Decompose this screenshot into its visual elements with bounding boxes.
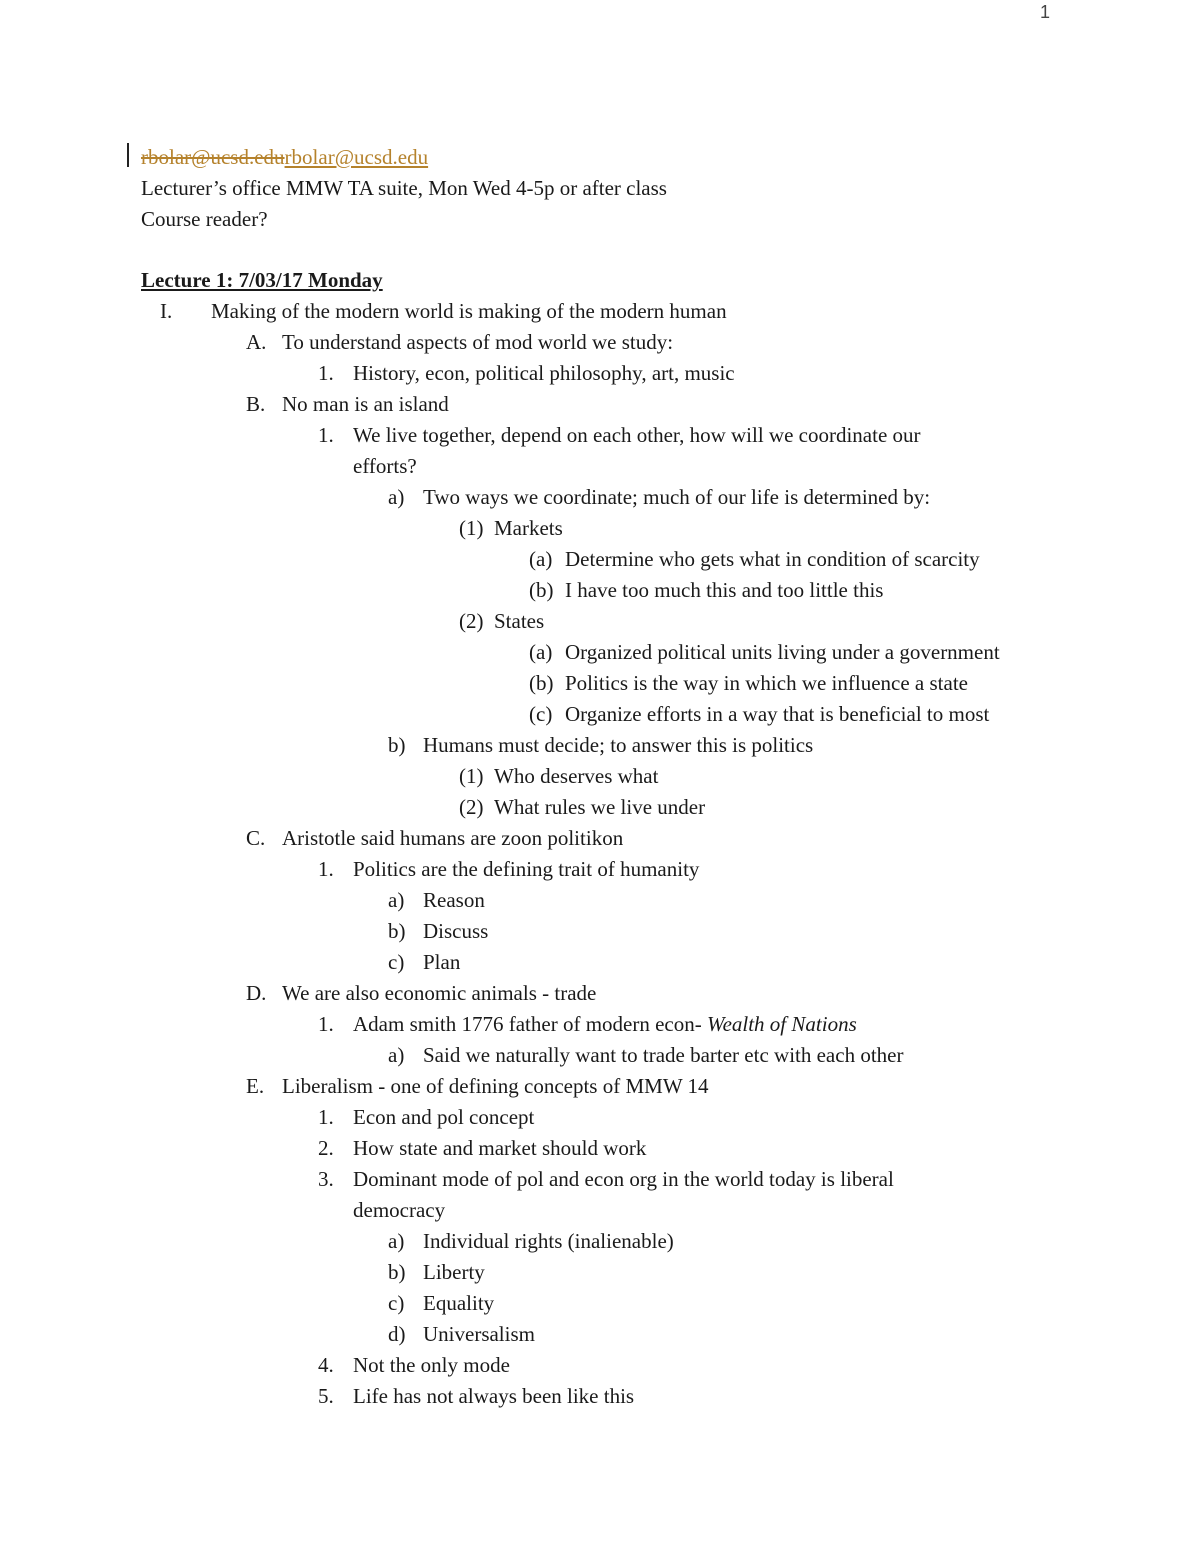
outline-item (0, 420, 1200, 451)
outline-item (0, 823, 1200, 854)
outline-item (0, 1040, 1200, 1071)
outline-item (0, 1381, 1200, 1412)
outline-marker: (1) (459, 516, 484, 540)
outline-item (0, 1319, 1200, 1350)
outline-text: efforts? (353, 454, 417, 478)
outline-marker: (2) (459, 795, 484, 819)
outline-text: Who deserves what (494, 764, 659, 788)
email-deleted[interactable]: rbolar@ucsd.edu (141, 145, 285, 169)
outline-item (0, 854, 1200, 885)
outline-marker: 1. (318, 1012, 334, 1036)
outline-marker: I. (160, 299, 173, 323)
outline-text: What rules we live under (494, 795, 706, 819)
outline-marker: c) (388, 1291, 405, 1315)
outline-marker: E. (246, 1074, 265, 1098)
outline-text: Organize efforts in a way that is beneficial to most (565, 702, 990, 726)
outline-item (0, 916, 1200, 947)
outline-marker: 4. (318, 1353, 334, 1377)
outline-text: Reason (423, 888, 485, 912)
outline-item (0, 947, 1200, 978)
outline-item (0, 668, 1200, 699)
outline-marker: (a) (529, 547, 553, 571)
email-inserted[interactable]: rbolar@ucsd.edu (284, 145, 429, 169)
lecture-outline (0, 265, 1200, 1412)
outline-marker: C. (246, 826, 266, 850)
outline-item (0, 761, 1200, 792)
outline-text: Not the only mode (353, 1353, 510, 1377)
outline-text: Econ and pol concept (353, 1105, 535, 1129)
outline-continuation (0, 1195, 1200, 1226)
outline-item (0, 1164, 1200, 1195)
lecture-title-row (0, 265, 1200, 296)
outline-marker: (c) (529, 702, 553, 726)
outline-marker: 1. (318, 857, 334, 881)
outline-text: We live together, depend on each other, how will we coordinate our (353, 423, 921, 447)
outline-item (0, 606, 1200, 637)
outline-item (0, 1226, 1200, 1257)
outline-marker: A. (246, 330, 267, 354)
outline-item (0, 1288, 1200, 1319)
outline-item (0, 1257, 1200, 1288)
outline-text: Politics is the way in which we influence a state (565, 671, 968, 695)
outline-item (0, 1009, 1200, 1040)
outline-item (0, 513, 1200, 544)
outline-marker: B. (246, 392, 266, 416)
outline-item (0, 544, 1200, 575)
outline-continuation (0, 451, 1200, 482)
outline-marker: a) (388, 485, 405, 509)
outline-text: Liberty (423, 1260, 485, 1284)
outline-text: Equality (423, 1291, 495, 1315)
outline-text: Markets (494, 516, 563, 540)
outline-marker: 1. (318, 1105, 334, 1129)
outline-marker: a) (388, 1229, 405, 1253)
course-reader-line: Course reader? (141, 207, 268, 231)
outline-marker: (2) (459, 609, 484, 633)
outline-item (0, 358, 1200, 389)
outline-text: Dominant mode of pol and econ org in the world today is liberal (353, 1167, 894, 1191)
page-number: 1 (1040, 2, 1051, 22)
outline-text: Life has not always been like this (353, 1384, 635, 1408)
outline-text: Aristotle said humans are zoon politikon (282, 826, 624, 850)
outline-marker: 5. (318, 1384, 334, 1408)
outline-text: Organized political units living under a government (565, 640, 1000, 664)
outline-marker: b) (388, 919, 406, 943)
outline-marker: 1. (318, 361, 334, 385)
outline-marker: (1) (459, 764, 484, 788)
outline-text: How state and market should work (353, 1136, 647, 1160)
outline-text: Politics are the defining trait of humanity (353, 857, 700, 881)
outline-text: Said we naturally want to trade barter etc with each other (423, 1043, 904, 1067)
outline-text: Making of the modern world is making of the modern human (211, 299, 727, 323)
outline-marker: D. (246, 981, 267, 1005)
outline-marker: 3. (318, 1167, 334, 1191)
outline-text: Universalism (423, 1322, 535, 1346)
outline-item (0, 978, 1200, 1009)
outline-marker: 1. (318, 423, 334, 447)
lecture-title: Lecture 1: 7/03/17 Monday (141, 268, 383, 292)
outline-marker: (b) (529, 578, 554, 602)
email-line (141, 142, 667, 173)
outline-text (353, 1009, 857, 1040)
outline-text: Individual rights (inalienable) (423, 1229, 674, 1253)
outline-text: To understand aspects of mod world we study: (282, 330, 674, 354)
outline-marker: a) (388, 1043, 405, 1067)
outline-marker: d) (388, 1322, 406, 1346)
document-header (141, 142, 667, 235)
outline-marker: c) (388, 950, 405, 974)
outline-text: I have too much this and too little this (565, 578, 884, 602)
outline-marker: b) (388, 1260, 406, 1284)
outline-text-plain: Adam smith 1776 father of modern econ- (353, 1012, 707, 1036)
outline-text: Plan (423, 950, 461, 974)
outline-marker: (a) (529, 640, 553, 664)
tracked-change-bar (127, 143, 129, 167)
outline-item (0, 575, 1200, 606)
outline-item (0, 1071, 1200, 1102)
outline-text: Discuss (423, 919, 489, 943)
outline-item (0, 637, 1200, 668)
outline-item (0, 327, 1200, 358)
outline-marker: 2. (318, 1136, 334, 1160)
outline-text: Humans must decide; to answer this is politics (423, 733, 814, 757)
book-title: Wealth of Nations (707, 1012, 857, 1036)
outline-item (0, 730, 1200, 761)
outline-item (0, 792, 1200, 823)
outline-text: No man is an island (282, 392, 449, 416)
office-hours-line: Lecturer’s office MMW TA suite, Mon Wed 4-5p or after class (141, 176, 667, 200)
outline-marker: b) (388, 733, 406, 757)
outline-text: Liberalism - one of defining concepts of MMW 14 (282, 1074, 709, 1098)
outline-text: Determine who gets what in condition of scarcity (565, 547, 980, 571)
outline-text: History, econ, political philosophy, art, music (353, 361, 735, 385)
outline-item (0, 482, 1200, 513)
outline-item (0, 699, 1200, 730)
outline-marker: a) (388, 888, 405, 912)
outline-item (0, 389, 1200, 420)
outline-item (0, 885, 1200, 916)
outline-item (0, 1350, 1200, 1381)
outline-marker: (b) (529, 671, 554, 695)
outline-item (0, 296, 1200, 327)
outline-item (0, 1133, 1200, 1164)
outline-item (0, 1102, 1200, 1133)
outline-text: democracy (353, 1198, 446, 1222)
outline-text: We are also economic animals - trade (282, 981, 597, 1005)
outline-text: States (494, 609, 545, 633)
outline-text: Two ways we coordinate; much of our life is determined by: (423, 485, 931, 509)
